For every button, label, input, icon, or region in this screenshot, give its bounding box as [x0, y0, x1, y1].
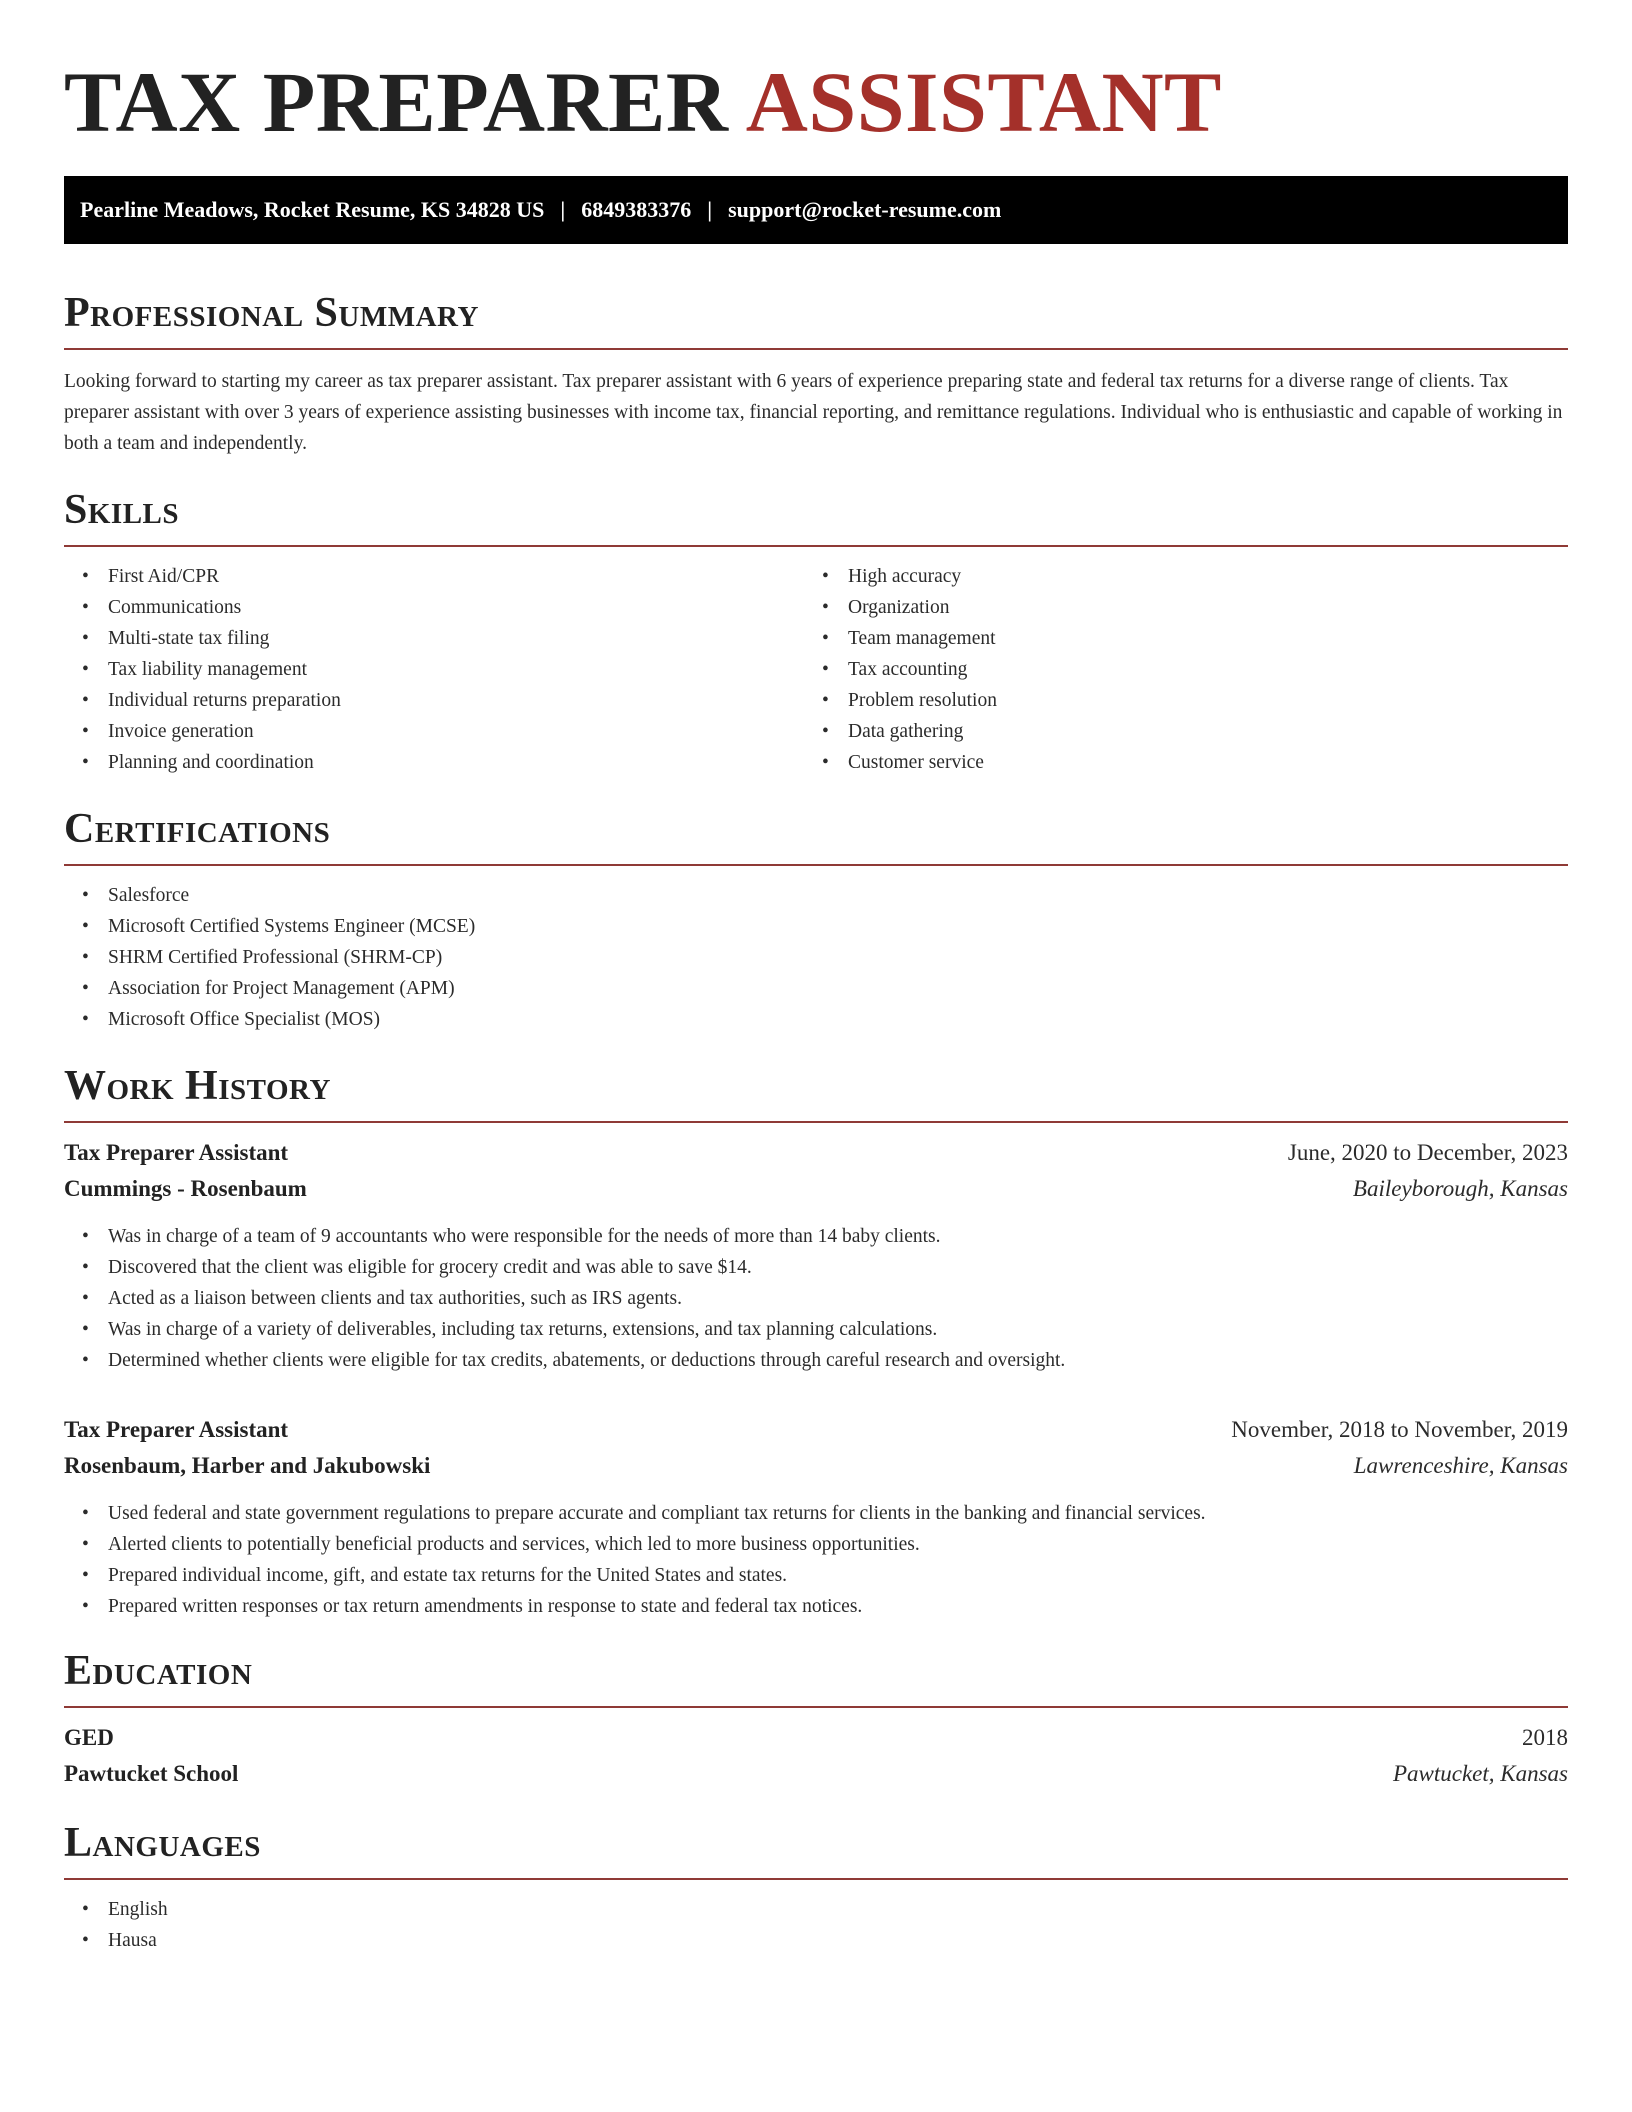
contact-separator: |: [707, 197, 713, 222]
skills-list-left: [64, 561, 804, 778]
contact-phone: 6849383376: [581, 197, 692, 222]
responsibility-item: • Determined whether clients were eligible for tax credits, abatements, or deductions through careful research and oversight.: [108, 1345, 1568, 1376]
skill-item: • Tax accounting: [848, 654, 1544, 685]
education-degree: GED: [64, 1725, 114, 1750]
job-entry: [64, 1412, 1568, 1622]
title-accent: ASSISTANT: [745, 54, 1222, 150]
responsibility-item: • Prepared individual income, gift, and estate tax returns for the United States and states.: [108, 1560, 1568, 1591]
skills-section: [64, 487, 1568, 778]
skill-item: • Customer service: [848, 747, 1544, 778]
certifications-section: [64, 806, 1568, 1035]
education-year: 2018: [1522, 1725, 1568, 1750]
skill-item: • Invoice generation: [108, 716, 804, 747]
job-responsibilities: [64, 1498, 1568, 1622]
responsibility-item: • Acted as a liaison between clients and tax authorities, such as IRS agents.: [108, 1283, 1568, 1314]
job-title: Tax Preparer Assistant: [64, 1140, 289, 1165]
language-item: • Hausa: [108, 1925, 1568, 1956]
skill-item: • Tax liability management: [108, 654, 804, 685]
job-title: Tax Preparer Assistant: [64, 1417, 289, 1442]
skill-item: • Planning and coordination: [108, 747, 804, 778]
section-divider: [64, 1706, 1568, 1708]
skills-column-left: [64, 547, 804, 778]
certifications-heading: Certifications: [64, 806, 331, 852]
education-school-row: [64, 1756, 1568, 1792]
certification-item: • Microsoft Certified Systems Engineer (MCSE): [108, 911, 1568, 942]
skill-item: • Communications: [108, 592, 804, 623]
certification-item: • Microsoft Office Specialist (MOS): [108, 1004, 1568, 1035]
languages-section: [64, 1820, 1568, 1956]
responsibility-item: • Was in charge of a variety of deliverables, including tax returns, extensions, and tax planning calculations.: [108, 1314, 1568, 1345]
skill-item: • First Aid/CPR: [108, 561, 804, 592]
education-entry: [64, 1720, 1568, 1792]
section-divider: [64, 348, 1568, 350]
languages-list: [64, 1894, 1568, 1956]
job-dates: November, 2018 to November, 2019: [1231, 1417, 1568, 1442]
skill-item: • Individual returns preparation: [108, 685, 804, 716]
work-history-heading: Work History: [64, 1063, 331, 1109]
work-history-section: [64, 1063, 1568, 1622]
skills-grid: [64, 547, 1568, 778]
job-dates: June, 2020 to December, 2023: [1287, 1140, 1568, 1165]
job-company-row: [64, 1171, 1568, 1207]
resume-page: [64, 0, 1568, 1956]
education-section: [64, 1648, 1568, 1792]
skill-item: • Multi-state tax filing: [108, 623, 804, 654]
job-responsibilities: [64, 1221, 1568, 1376]
education-location: Pawtucket, Kansas: [1392, 1761, 1568, 1786]
job-company: Rosenbaum, Harber and Jakubowski: [64, 1453, 431, 1478]
job-header-row: [64, 1135, 1568, 1171]
education-degree-row: [64, 1720, 1568, 1756]
title-main: TAX PREPARER: [64, 54, 729, 150]
certifications-list: [64, 880, 1568, 1035]
contact-separator: |: [560, 197, 566, 222]
contact-address: Pearline Meadows, Rocket Resume, KS 34828 US: [80, 197, 545, 222]
certification-item: • Association for Project Management (APM): [108, 973, 1568, 1004]
skill-item: • Team management: [848, 623, 1544, 654]
job-company-row: [64, 1448, 1568, 1484]
summary-text: Looking forward to starting my career as tax preparer assistant. Tax preparer assistant with 6 years of experience preparing state and federal tax returns for a diverse range of clients. Tax preparer assistant with over 3 years of experience assisting businesses with income tax, financial reporting, and remittance regulations. Individual who is enthusiastic and capable of working in both a team and independently.: [64, 371, 1563, 454]
languages-heading: Languages: [64, 1820, 261, 1866]
summary-section: [64, 290, 1568, 459]
responsibility-item: • Discovered that the client was eligible for grocery credit and was able to save $14.: [108, 1252, 1568, 1283]
job-location: Baileyborough, Kansas: [1352, 1176, 1568, 1201]
contact-email: support@rocket-resume.com: [728, 197, 1002, 222]
skill-item: • Organization: [848, 592, 1544, 623]
certification-item: • Salesforce: [108, 880, 1568, 911]
skills-list-right: [804, 561, 1544, 778]
contact-bar: [64, 176, 1568, 244]
responsibility-item: • Prepared written responses or tax return amendments in response to state and federal tax notices.: [108, 1591, 1568, 1622]
resume-title: [64, 0, 1568, 148]
responsibility-item: • Was in charge of a team of 9 accountants who were responsible for the needs of more than 14 baby clients.: [108, 1221, 1568, 1252]
job-location: Lawrenceshire, Kansas: [1353, 1453, 1568, 1478]
skill-item: • Data gathering: [848, 716, 1544, 747]
language-item: • English: [108, 1894, 1568, 1925]
education-heading: Education: [64, 1648, 253, 1694]
summary-heading: Professional Summary: [64, 290, 479, 336]
job-company: Cummings - Rosenbaum: [64, 1176, 307, 1201]
skills-column-right: [804, 547, 1544, 778]
skills-heading: Skills: [64, 487, 180, 533]
responsibility-item: • Alerted clients to potentially beneficial products and services, which led to more business opportunities.: [108, 1529, 1568, 1560]
section-divider: [64, 1121, 1568, 1123]
section-divider: [64, 864, 1568, 866]
skill-item: • Problem resolution: [848, 685, 1544, 716]
job-header-row: [64, 1412, 1568, 1448]
certification-item: • SHRM Certified Professional (SHRM-CP): [108, 942, 1568, 973]
education-school: Pawtucket School: [64, 1761, 239, 1786]
skill-item: • High accuracy: [848, 561, 1544, 592]
section-divider: [64, 1878, 1568, 1880]
responsibility-item: • Used federal and state government regulations to prepare accurate and compliant tax returns for clients in the banking and financial services.: [108, 1498, 1568, 1529]
job-entry: [64, 1135, 1568, 1376]
